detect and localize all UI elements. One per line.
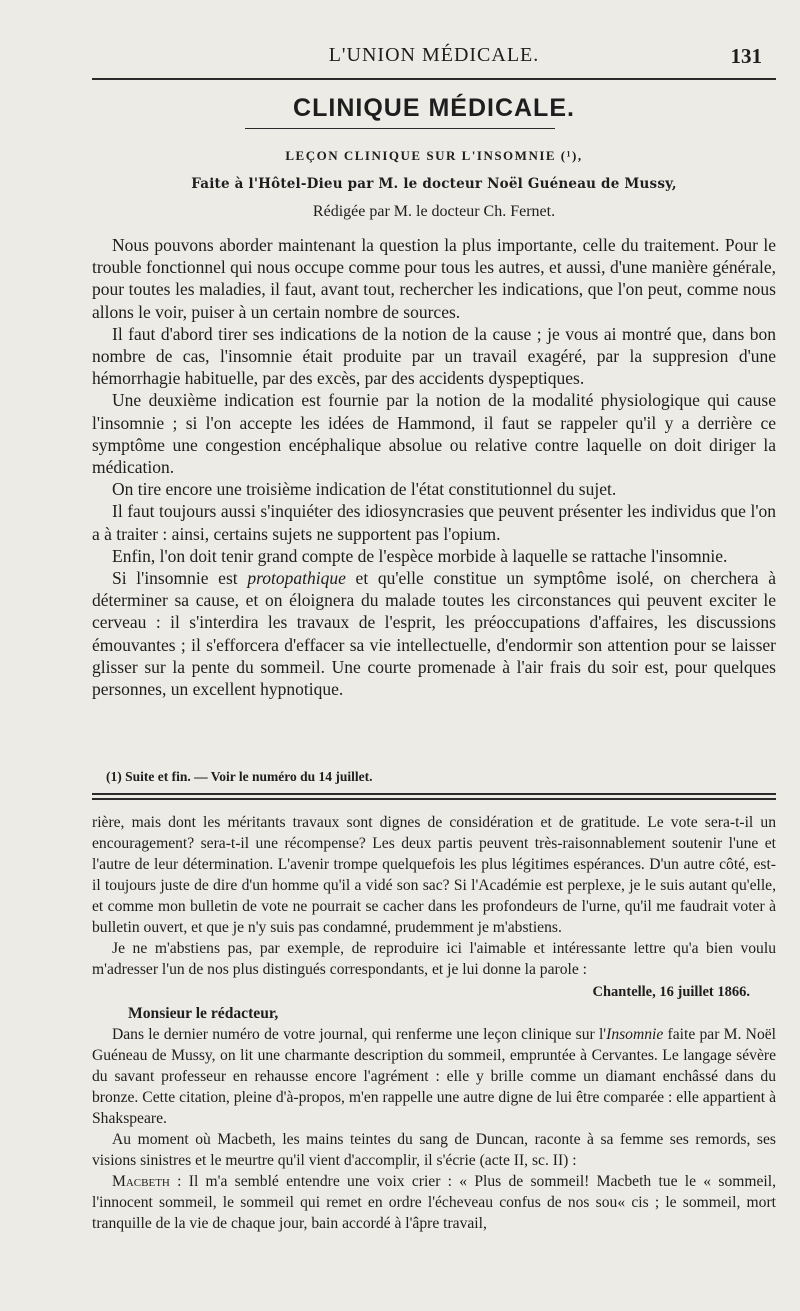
running-title: L'UNION MÉDICALE. — [328, 44, 540, 66]
feuilleton-rule — [92, 793, 776, 795]
feuilleton-paragraph — [92, 1024, 776, 1129]
feuilleton-paragraph: rière, mais dont les méritants travaux sont dignes de considération et de gratitude. Le vote sera-t-il un encouragement? sera-t-il une récompense? Les deux partis peuvent très-raisonnablement soutenir l'une et l'autre de leur détermination. L'avenir trompe quelquefois les plus légitimes espérances. D'un autre côté, est-il toujours juste de dire d'un homme qu'il a vidé son sac? Si l'Académie est perplexe, je le suis autant qu'elle, et comme mon bulletin de vote ne pourrait se cacher dans les profondeurs de l'urne, qu'il me faudrait voter à bulletin ouvert, et que je n'y suis pas condamné, prudemment je m'abstiens. — [92, 814, 776, 936]
body-paragraph: Enfin, l'on doit tenir grand compte de l'espèce morbide à laquelle se rattache l'insomnie. — [112, 545, 728, 566]
feuilleton — [92, 812, 776, 1234]
text-run: faite par M. Noël Guéneau de Mussy, on lit une charmante description du sommeil, empruntée à Cervantes. Le langage sévère du savant professeur en rehausse encore l'agrément : elle y brille comme un diamant enchâssé dans du bronze. Cette citation, pleine d'à-propos, m'en rappelle une autre digne de lui être comparée : elle appartient à Shakspeare. — [92, 1026, 776, 1127]
text-run: et qu'elle constitue un symptôme isolé, on cherchera à déterminer sa cause, et on éloignera du malade toutes les circonstances qui peuvent exciter le cerveau : il s'interdira les travaux de l'esprit, les préoccupations d'affaires, les discussions émouvantes ; il s'efforcera d'effacer sa vie intellectuelle, d'endormir son attention pour se laisser glisser sur la pente du sommeil. Une courte promenade à l'air frais du soir est, pour quelques personnes, un excellent hypnotique. — [92, 568, 776, 700]
body-paragraph: Il faut toujours aussi s'inquiéter des idiosyncrasies que peuvent présenter les individus que l'on a à traiter : ainsi, certains sujets ne supportent pas l'opium. — [92, 501, 776, 544]
body-paragraph: Il faut d'abord tirer ses indications de la notion de la cause ; je vous ai montré que, dans bon nombre de cas, l'insomnie était produite par un travail exagéré, par la suppresion d'une hémorrhagie habituelle, par des excès, par des accidents dyspeptiques. — [92, 323, 776, 389]
article-body — [92, 234, 776, 700]
body-paragraph: Une deuxième indication est fournie par la notion de la modalité physiologique qui cause l'insomnie ; si l'on accepte les idées de Hammond, il faut se rappeler qu'il y a derrière ce symptôme une congestion encéphalique absolue ou relative contre laquelle on doit diriger la médication. — [92, 390, 776, 478]
lecture-title: LEÇON CLINIQUE SUR L'INSOMNIE (¹), — [285, 148, 583, 163]
section-title-rule — [245, 128, 555, 129]
text-run: Si l'insomnie est — [112, 568, 248, 589]
emphasis: protopathique — [247, 568, 346, 589]
speaker-name: Macbeth — [112, 1173, 170, 1190]
letter-salutation: Monsieur le rédacteur, — [128, 1005, 279, 1022]
feuilleton-rule — [92, 798, 776, 800]
text-run: : Il m'a semblé entendre une voix crier : « Plus de sommeil! Macbeth tue le « sommeil, l'innocent sommeil, le sommeil qui remet en ordre l'écheveau confus de nos sou« cis ; le sommeil, mort tranquille de la vie de chaque jour, bain accordé à l'âpre travail, — [92, 1173, 776, 1232]
body-paragraph: On tire encore une troisième indication de l'état constitutionnel du sujet. — [112, 479, 617, 500]
lecture-subtitle: Faite à l'Hôtel-Dieu par M. le docteur Noël Guéneau de Mussy, — [191, 176, 677, 192]
body-paragraph: Nous pouvons aborder maintenant la question la plus importante, celle du traitement. Pour le trouble fonctionnel qui nous occupe comme pour tous les autres, et aussi, d'une manière générale, pour toutes les maladies, il faut, avant tout, rechercher les indications, que l'on peut, comme nous allons le voir, puiser à un certain nombre de sources. — [92, 235, 776, 322]
section-title: CLINIQUE MÉDICALE. — [293, 94, 575, 122]
letter-dateline: Chantelle, 16 juillet 1866. — [592, 984, 750, 1000]
feuilleton-quote — [92, 1171, 776, 1234]
feuilleton-paragraph: Je ne m'abstiens pas, par exemple, de reproduire ici l'aimable et intéressante lettre qu'a bien voulu m'adresser l'un de nos plus distingués correspondants, et je lui donne la parole : — [92, 940, 776, 978]
running-head — [92, 44, 776, 72]
lecture-author: Rédigée par M. le docteur Ch. Fernet. — [312, 203, 556, 220]
page-number: 131 — [730, 44, 762, 68]
footnote: (1) Suite et fin. — Voir le numéro du 14 juillet. — [106, 769, 373, 784]
text-run: Dans le dernier numéro de votre journal, qui renferme une leçon clinique sur l' — [112, 1026, 607, 1043]
emphasis: Insomnie — [606, 1026, 664, 1043]
feuilleton-paragraph: Au moment où Macbeth, les mains teintes du sang de Duncan, raconte à sa femme ses remords, ses visions sinistres et le meurtre qu'il vient d'accomplir, il s'écrie (acte II, sc. II) : — [92, 1131, 776, 1169]
body-paragraph-last — [92, 567, 776, 700]
header-rule — [92, 78, 776, 80]
